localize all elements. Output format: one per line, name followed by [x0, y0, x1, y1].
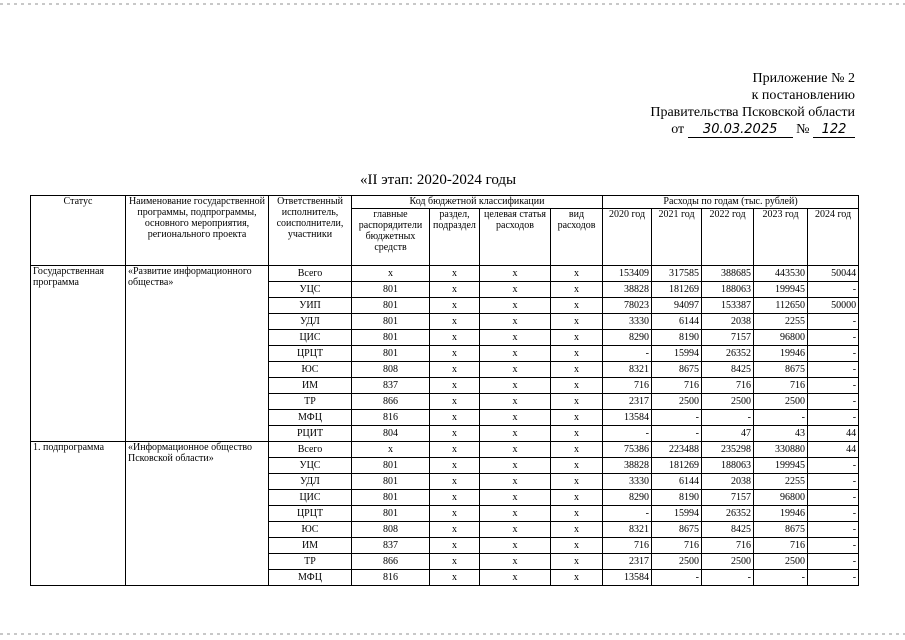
executor-cell: Всего	[269, 442, 352, 458]
expense-type-cell: х	[551, 394, 603, 410]
manager-code-cell: 801	[352, 506, 430, 522]
year-2021-cell: 2500	[652, 554, 702, 570]
year-2024-cell: -	[808, 410, 859, 426]
executor-cell: ЦРЦТ	[269, 346, 352, 362]
executor-cell: УДЛ	[269, 474, 352, 490]
manager-code-cell: 816	[352, 410, 430, 426]
executor-cell: ТР	[269, 394, 352, 410]
year-2023-cell: -	[754, 570, 808, 586]
manager-code-cell: 837	[352, 538, 430, 554]
year-2020-cell: 8321	[603, 362, 652, 378]
expense-type-cell: х	[551, 490, 603, 506]
year-2022-cell: 47	[702, 426, 754, 442]
expenses-table	[30, 195, 859, 586]
year-2021-cell: 8190	[652, 490, 702, 506]
section-cell: х	[430, 490, 480, 506]
executor-cell: Всего	[269, 266, 352, 282]
year-2023-cell: 96800	[754, 490, 808, 506]
year-2022-cell: 2500	[702, 394, 754, 410]
year-2021-cell: 716	[652, 378, 702, 394]
year-2021-cell: 8675	[652, 362, 702, 378]
table-body	[31, 266, 859, 586]
col-year-2020: 2020 год	[603, 209, 652, 266]
target-item-cell: х	[480, 522, 551, 538]
year-2023-cell: 716	[754, 538, 808, 554]
year-2024-cell: 50000	[808, 298, 859, 314]
target-item-cell: х	[480, 474, 551, 490]
year-2020-cell: 3330	[603, 314, 652, 330]
col-section: раздел, подраздел	[430, 209, 480, 266]
executor-cell: ЦИС	[269, 330, 352, 346]
section-cell: х	[430, 506, 480, 522]
year-2021-cell: 15994	[652, 346, 702, 362]
manager-code-cell: 808	[352, 522, 430, 538]
year-2021-cell: -	[652, 426, 702, 442]
year-2022-cell: 188063	[702, 282, 754, 298]
col-executor: Ответственный исполнитель, соисполнители, участники	[269, 196, 352, 266]
section-cell: х	[430, 298, 480, 314]
date-prefix: от	[671, 122, 685, 137]
year-2024-cell: -	[808, 490, 859, 506]
year-2021-cell: 6144	[652, 474, 702, 490]
expense-type-cell: х	[551, 426, 603, 442]
year-2023-cell: -	[754, 410, 808, 426]
manager-code-cell: 808	[352, 362, 430, 378]
target-item-cell: х	[480, 538, 551, 554]
target-item-cell: х	[480, 570, 551, 586]
manager-code-cell: 866	[352, 554, 430, 570]
year-2020-cell: 716	[603, 378, 652, 394]
year-2024-cell: -	[808, 506, 859, 522]
appendix-date-line	[600, 121, 855, 138]
year-2020-cell: 75386	[603, 442, 652, 458]
table-row	[31, 266, 859, 282]
number-prefix: №	[796, 122, 810, 137]
target-item-cell: х	[480, 458, 551, 474]
manager-code-cell: 816	[352, 570, 430, 586]
year-2022-cell: 153387	[702, 298, 754, 314]
year-2020-cell: 2317	[603, 554, 652, 570]
section-cell: х	[430, 522, 480, 538]
section-cell: х	[430, 346, 480, 362]
target-item-cell: х	[480, 298, 551, 314]
section-cell: х	[430, 538, 480, 554]
target-item-cell: х	[480, 394, 551, 410]
section-cell: х	[430, 266, 480, 282]
year-2024-cell: -	[808, 378, 859, 394]
target-item-cell: х	[480, 378, 551, 394]
expense-type-cell: х	[551, 314, 603, 330]
col-year-2022: 2022 год	[702, 209, 754, 266]
expense-type-cell: х	[551, 538, 603, 554]
year-2020-cell: 38828	[603, 458, 652, 474]
year-2024-cell: -	[808, 570, 859, 586]
manager-code-cell: 801	[352, 282, 430, 298]
expense-type-cell: х	[551, 362, 603, 378]
executor-cell: УЦС	[269, 282, 352, 298]
manager-code-cell: х	[352, 442, 430, 458]
year-2022-cell: 2038	[702, 474, 754, 490]
executor-cell: ЦРЦТ	[269, 506, 352, 522]
target-item-cell: х	[480, 330, 551, 346]
year-2020-cell: -	[603, 346, 652, 362]
year-2023-cell: 199945	[754, 282, 808, 298]
appendix-header	[600, 70, 855, 138]
year-2020-cell: 78023	[603, 298, 652, 314]
year-2023-cell: 2255	[754, 474, 808, 490]
target-item-cell: х	[480, 282, 551, 298]
target-item-cell: х	[480, 554, 551, 570]
executor-cell: РЦИТ	[269, 426, 352, 442]
year-2020-cell: 3330	[603, 474, 652, 490]
year-2022-cell: -	[702, 410, 754, 426]
target-item-cell: х	[480, 490, 551, 506]
expense-type-cell: х	[551, 298, 603, 314]
manager-code-cell: х	[352, 266, 430, 282]
year-2020-cell: 8321	[603, 522, 652, 538]
year-2023-cell: 199945	[754, 458, 808, 474]
year-2021-cell: 223488	[652, 442, 702, 458]
year-2020-cell: 716	[603, 538, 652, 554]
expense-type-cell: х	[551, 522, 603, 538]
year-2023-cell: 716	[754, 378, 808, 394]
executor-cell: МФЦ	[269, 410, 352, 426]
manager-code-cell: 866	[352, 394, 430, 410]
year-2022-cell: 7157	[702, 330, 754, 346]
executor-cell: ЮС	[269, 362, 352, 378]
year-2022-cell: 8425	[702, 362, 754, 378]
appendix-number: Приложение № 2	[752, 71, 855, 86]
year-2022-cell: 235298	[702, 442, 754, 458]
handwritten-number: 122	[813, 122, 855, 138]
year-2021-cell: 15994	[652, 506, 702, 522]
year-2021-cell: -	[652, 570, 702, 586]
year-2022-cell: 716	[702, 378, 754, 394]
year-2024-cell: -	[808, 346, 859, 362]
year-2024-cell: -	[808, 314, 859, 330]
executor-cell: ЦИС	[269, 490, 352, 506]
manager-code-cell: 801	[352, 490, 430, 506]
year-2021-cell: 6144	[652, 314, 702, 330]
executor-cell: МФЦ	[269, 570, 352, 586]
table-row	[31, 442, 859, 458]
manager-code-cell: 837	[352, 378, 430, 394]
section-cell: х	[430, 410, 480, 426]
section-cell: х	[430, 282, 480, 298]
col-target-item: целевая статья расходов	[480, 209, 551, 266]
manager-code-cell: 801	[352, 298, 430, 314]
expense-type-cell: х	[551, 378, 603, 394]
year-2023-cell: 443530	[754, 266, 808, 282]
year-2024-cell: -	[808, 362, 859, 378]
year-2023-cell: 8675	[754, 522, 808, 538]
expense-type-cell: х	[551, 458, 603, 474]
section-cell: х	[430, 554, 480, 570]
year-2021-cell: 716	[652, 538, 702, 554]
expense-type-cell: х	[551, 570, 603, 586]
year-2024-cell: -	[808, 522, 859, 538]
status-cell: Государственная программа	[31, 266, 126, 442]
target-item-cell: х	[480, 410, 551, 426]
section-cell: х	[430, 330, 480, 346]
expense-type-cell: х	[551, 474, 603, 490]
year-2022-cell: 388685	[702, 266, 754, 282]
year-2020-cell: -	[603, 426, 652, 442]
year-2024-cell: -	[808, 282, 859, 298]
manager-code-cell: 801	[352, 458, 430, 474]
col-expense-type: вид расходов	[551, 209, 603, 266]
executor-cell: ЮС	[269, 522, 352, 538]
year-2020-cell: 153409	[603, 266, 652, 282]
year-2020-cell: 2317	[603, 394, 652, 410]
year-2022-cell: 7157	[702, 490, 754, 506]
year-2021-cell: 2500	[652, 394, 702, 410]
manager-code-cell: 804	[352, 426, 430, 442]
section-cell: х	[430, 362, 480, 378]
year-2022-cell: 188063	[702, 458, 754, 474]
target-item-cell: х	[480, 314, 551, 330]
section-cell: х	[430, 570, 480, 586]
section-cell: х	[430, 458, 480, 474]
year-2023-cell: 2500	[754, 394, 808, 410]
year-2022-cell: 26352	[702, 506, 754, 522]
status-cell: 1. подпрограмма	[31, 442, 126, 586]
year-2023-cell: 2255	[754, 314, 808, 330]
appendix-government: Правительства Псковской области	[650, 105, 855, 120]
scan-artifact-bottom	[0, 633, 905, 635]
year-2024-cell: 44	[808, 426, 859, 442]
expense-type-cell: х	[551, 266, 603, 282]
year-2021-cell: 8675	[652, 522, 702, 538]
year-2023-cell: 96800	[754, 330, 808, 346]
target-item-cell: х	[480, 346, 551, 362]
executor-cell: УЦС	[269, 458, 352, 474]
section-cell: х	[430, 442, 480, 458]
section-cell: х	[430, 426, 480, 442]
year-2024-cell: -	[808, 474, 859, 490]
col-budget-code: Код бюджетной классификации	[352, 196, 603, 209]
col-main-managers: главные распорядители бюджетных средств	[352, 209, 430, 266]
expense-type-cell: х	[551, 330, 603, 346]
manager-code-cell: 801	[352, 314, 430, 330]
year-2022-cell: 8425	[702, 522, 754, 538]
year-2021-cell: 94097	[652, 298, 702, 314]
executor-cell: ИМ	[269, 378, 352, 394]
target-item-cell: х	[480, 426, 551, 442]
expense-type-cell: х	[551, 282, 603, 298]
section-cell: х	[430, 314, 480, 330]
year-2023-cell: 330880	[754, 442, 808, 458]
year-2024-cell: -	[808, 330, 859, 346]
year-2021-cell: 181269	[652, 282, 702, 298]
col-year-2023: 2023 год	[754, 209, 808, 266]
target-item-cell: х	[480, 266, 551, 282]
appendix-resolution: к постановлению	[751, 88, 855, 103]
col-status: Статус	[31, 196, 126, 266]
manager-code-cell: 801	[352, 474, 430, 490]
year-2024-cell: 44	[808, 442, 859, 458]
handwritten-date: 30.03.2025	[688, 122, 793, 138]
target-item-cell: х	[480, 442, 551, 458]
year-2021-cell: 317585	[652, 266, 702, 282]
executor-cell: ТР	[269, 554, 352, 570]
year-2020-cell: 13584	[603, 570, 652, 586]
section-cell: х	[430, 394, 480, 410]
executor-cell: УИП	[269, 298, 352, 314]
year-2022-cell: 2038	[702, 314, 754, 330]
scan-artifact-top	[0, 3, 905, 5]
expense-type-cell: х	[551, 442, 603, 458]
expense-type-cell: х	[551, 554, 603, 570]
year-2021-cell: 8190	[652, 330, 702, 346]
year-2024-cell: -	[808, 458, 859, 474]
col-expenses: Расходы по годам (тыс. рублей)	[603, 196, 859, 209]
year-2024-cell: -	[808, 554, 859, 570]
stage-title: «II этап: 2020-2024 годы	[360, 172, 517, 188]
year-2021-cell: -	[652, 410, 702, 426]
section-cell: х	[430, 378, 480, 394]
year-2022-cell: -	[702, 570, 754, 586]
year-2020-cell: 38828	[603, 282, 652, 298]
year-2020-cell: -	[603, 506, 652, 522]
manager-code-cell: 801	[352, 330, 430, 346]
col-year-2024: 2024 год	[808, 209, 859, 266]
year-2024-cell: 50044	[808, 266, 859, 282]
year-2023-cell: 19946	[754, 506, 808, 522]
executor-cell: УДЛ	[269, 314, 352, 330]
program-name-cell: «Информационное общество Псковской области»	[126, 442, 269, 586]
year-2022-cell: 26352	[702, 346, 754, 362]
col-name: Наименование государственной программы, подпрограммы, основного мероприятия, регионального проекта	[126, 196, 269, 266]
year-2023-cell: 2500	[754, 554, 808, 570]
year-2023-cell: 43	[754, 426, 808, 442]
year-2024-cell: -	[808, 538, 859, 554]
section-cell: х	[430, 474, 480, 490]
year-2024-cell: -	[808, 394, 859, 410]
expense-type-cell: х	[551, 346, 603, 362]
target-item-cell: х	[480, 362, 551, 378]
expense-type-cell: х	[551, 506, 603, 522]
year-2020-cell: 13584	[603, 410, 652, 426]
year-2022-cell: 2500	[702, 554, 754, 570]
col-year-2021: 2021 год	[652, 209, 702, 266]
year-2022-cell: 716	[702, 538, 754, 554]
executor-cell: ИМ	[269, 538, 352, 554]
year-2023-cell: 112650	[754, 298, 808, 314]
year-2020-cell: 8290	[603, 490, 652, 506]
year-2023-cell: 8675	[754, 362, 808, 378]
expense-type-cell: х	[551, 410, 603, 426]
target-item-cell: х	[480, 506, 551, 522]
program-name-cell: «Развитие информационного общества»	[126, 266, 269, 442]
year-2023-cell: 19946	[754, 346, 808, 362]
manager-code-cell: 801	[352, 346, 430, 362]
year-2021-cell: 181269	[652, 458, 702, 474]
year-2020-cell: 8290	[603, 330, 652, 346]
